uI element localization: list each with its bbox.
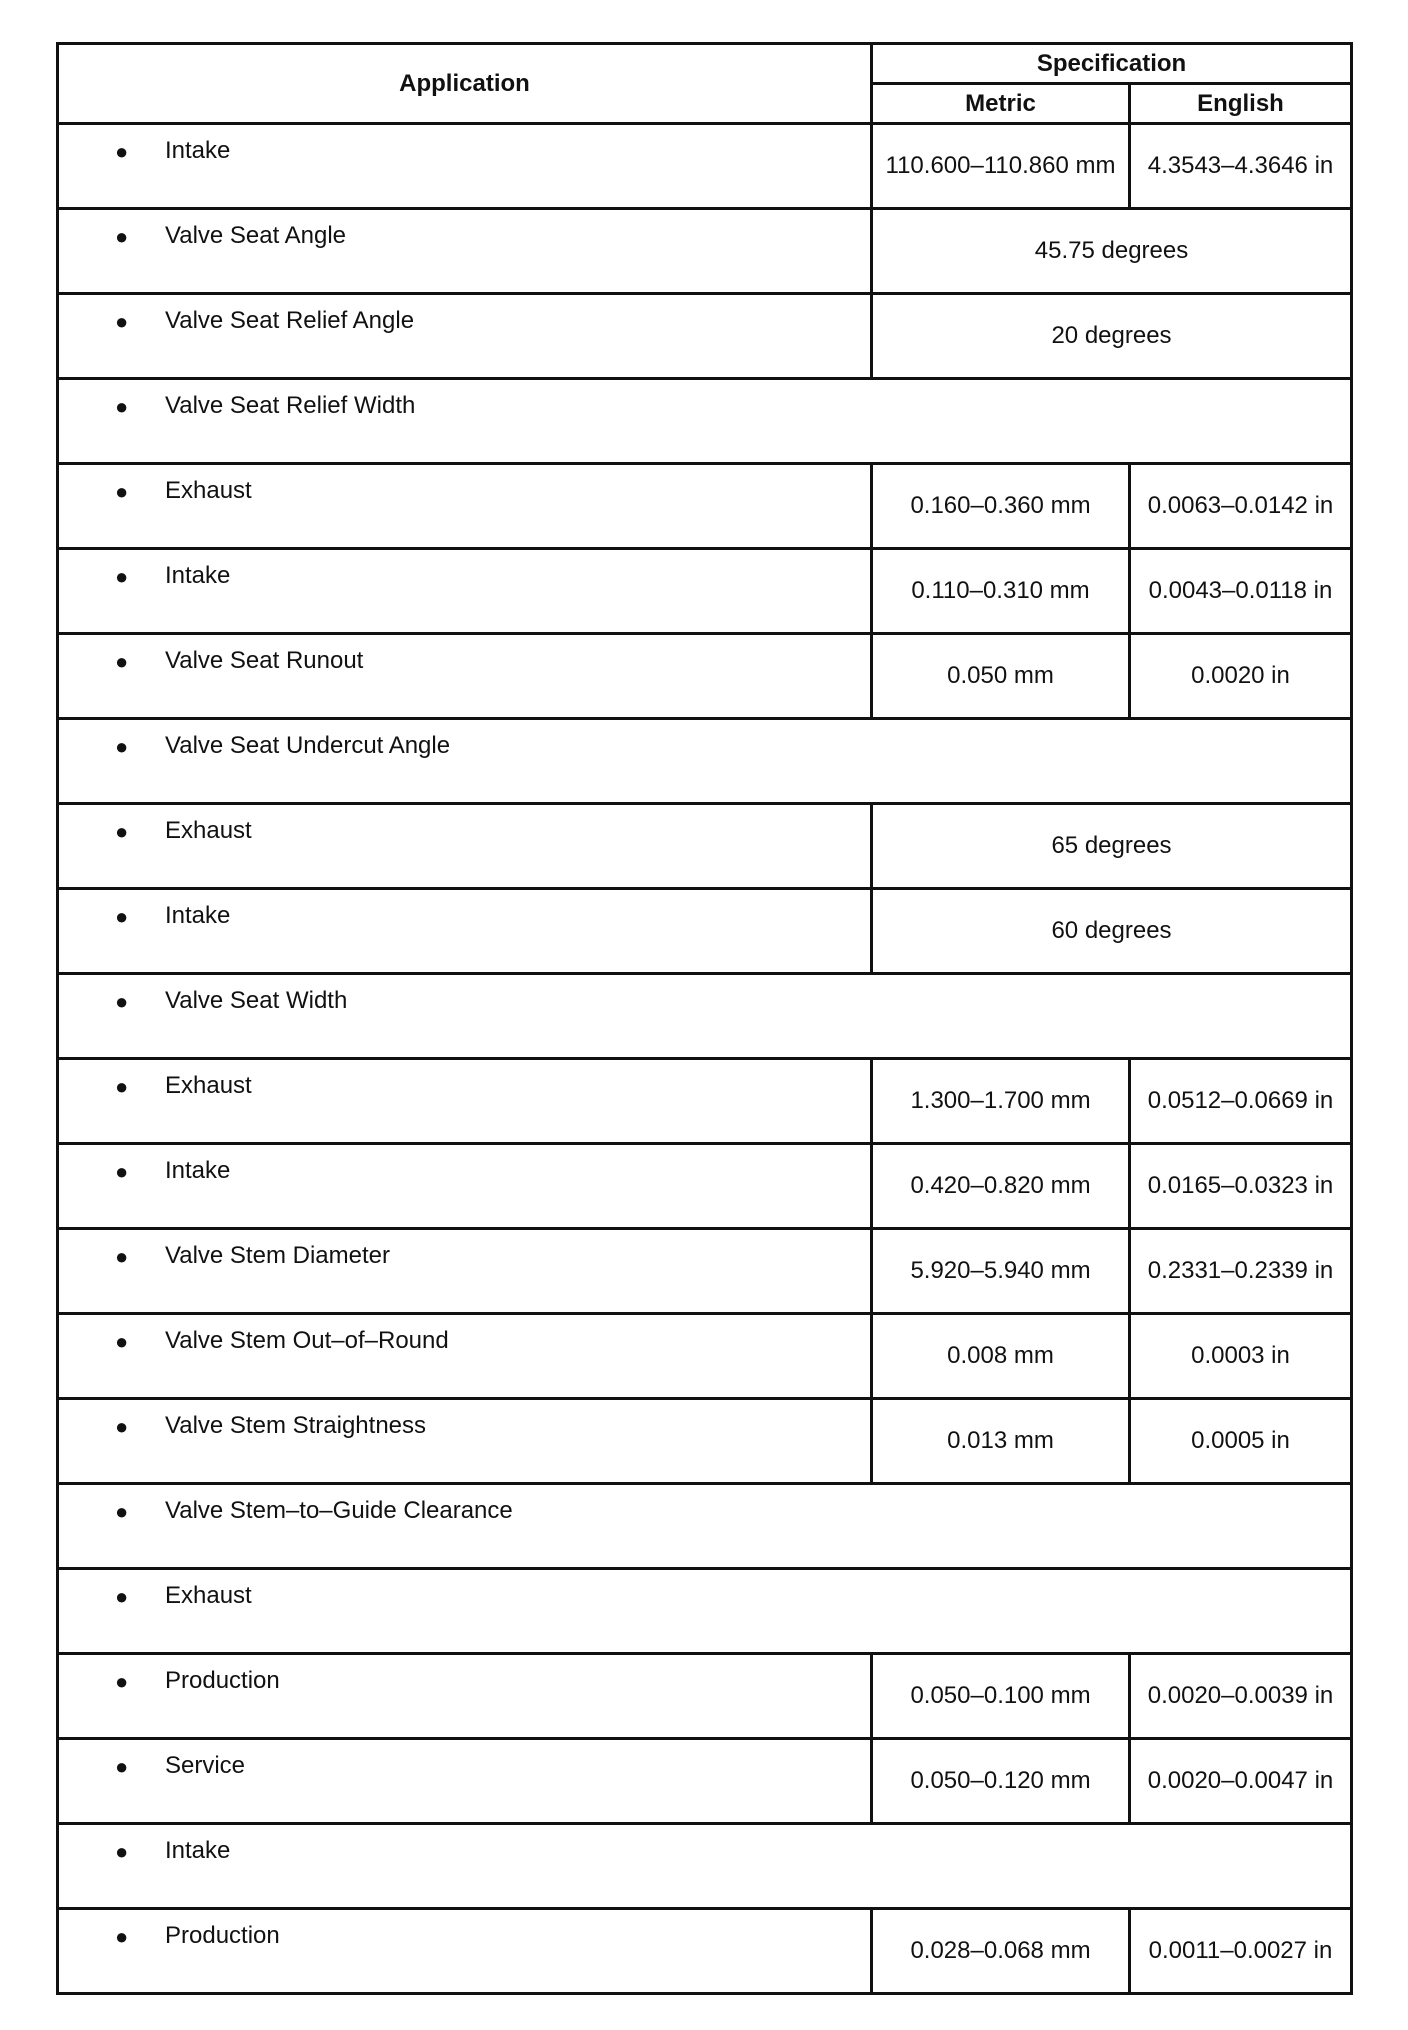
english-cell: [1130, 1909, 1352, 1994]
application-label: Valve Seat Runout: [165, 647, 364, 674]
application-cell: [58, 294, 872, 379]
metric-value: 0.110–0.310 mm: [911, 577, 1090, 604]
english-cell: [1130, 1229, 1352, 1314]
bullet-icon: ●: [115, 394, 129, 419]
application-cell: [58, 1144, 872, 1229]
english-value: 0.0043–0.0118 in: [1148, 577, 1333, 604]
table-row: [58, 1484, 1352, 1569]
application-cell: [58, 549, 872, 634]
metric-cell: [872, 1909, 1130, 1994]
table-row: [58, 804, 1352, 889]
english-value: 0.0063–0.0142 in: [1147, 492, 1334, 519]
specification-value: 45.75 degrees: [1034, 237, 1189, 264]
application-cell: [58, 974, 1352, 1059]
table-row: [58, 1824, 1352, 1909]
metric-value: 0.008 mm: [947, 1342, 1054, 1369]
metric-value: 0.050–0.120 mm: [910, 1767, 1091, 1794]
application-label: Valve Stem Out–of–Round: [165, 1327, 449, 1354]
application-label: Exhaust: [165, 1072, 252, 1099]
table-row: [58, 1569, 1352, 1654]
english-cell: [1130, 1144, 1352, 1229]
spec-table: [56, 42, 1353, 1995]
table-row: [58, 634, 1352, 719]
application-label: Exhaust: [165, 477, 252, 504]
bullet-icon: ●: [115, 1924, 129, 1949]
english-cell: [1130, 1059, 1352, 1144]
specification-value: 60 degrees: [1051, 917, 1172, 944]
metric-cell: [872, 124, 1130, 209]
english-value: 0.0011–0.0027 in: [1148, 1937, 1333, 1964]
bullet-icon: ●: [115, 1499, 129, 1524]
metric-value: 0.028–0.068 mm: [910, 1937, 1091, 1964]
table-row: [58, 719, 1352, 804]
table-row: [58, 1144, 1352, 1229]
specification-cell: [872, 804, 1352, 889]
application-label: Valve Seat Relief Angle: [165, 307, 415, 334]
table-row: [58, 209, 1352, 294]
metric-cell: [872, 1399, 1130, 1484]
bullet-icon: ●: [115, 819, 129, 844]
english-cell: [1130, 124, 1352, 209]
application-label: Valve Stem–to–Guide Clearance: [165, 1497, 513, 1524]
application-cell: [58, 1229, 872, 1314]
specification-value: 20 degrees: [1051, 322, 1172, 349]
application-cell: [58, 1484, 1352, 1569]
table-row: [58, 1739, 1352, 1824]
metric-cell: [872, 1314, 1130, 1399]
metric-value: 0.050–0.100 mm: [910, 1682, 1091, 1709]
application-label: Valve Stem Straightness: [165, 1412, 427, 1439]
application-label: Exhaust: [165, 817, 252, 844]
metric-value: 0.160–0.360 mm: [910, 492, 1091, 519]
application-cell: [58, 209, 872, 294]
application-cell: [58, 379, 1352, 464]
metric-value: 1.300–1.700 mm: [910, 1087, 1091, 1114]
bullet-icon: ●: [115, 734, 129, 759]
application-cell: [58, 1824, 1352, 1909]
metric-cell: [872, 1144, 1130, 1229]
metric-cell: [872, 1739, 1130, 1824]
english-value: 0.0020–0.0039 in: [1147, 1682, 1334, 1709]
metric-cell: [872, 1654, 1130, 1739]
application-cell: [58, 719, 1352, 804]
bullet-icon: ●: [115, 479, 129, 504]
bullet-icon: ●: [115, 989, 129, 1014]
application-label: Exhaust: [165, 1582, 252, 1609]
table-row: [58, 124, 1352, 209]
english-cell: [1130, 1399, 1352, 1484]
bullet-icon: ●: [115, 1414, 129, 1439]
table-row: [58, 294, 1352, 379]
metric-value: 5.920–5.940 mm: [910, 1257, 1091, 1284]
metric-value: 0.013 mm: [947, 1427, 1054, 1454]
application-cell: [58, 634, 872, 719]
specification-value: 65 degrees: [1051, 832, 1172, 859]
application-cell: [58, 804, 872, 889]
application-label: Service: [165, 1752, 246, 1779]
application-label: Intake: [165, 1837, 231, 1864]
english-cell: [1130, 1739, 1352, 1824]
metric-cell: [872, 464, 1130, 549]
english-value: 0.0003 in: [1191, 1342, 1290, 1369]
bullet-icon: ●: [115, 649, 129, 674]
bullet-icon: ●: [115, 139, 129, 164]
bullet-icon: ●: [115, 1074, 129, 1099]
table-row: [58, 974, 1352, 1059]
application-cell: [58, 1399, 872, 1484]
table-row: [58, 549, 1352, 634]
application-label: Valve Seat Relief Width: [165, 392, 416, 419]
application-label: Production: [165, 1922, 280, 1949]
col-header-english: English: [1130, 84, 1352, 124]
metric-cell: [872, 549, 1130, 634]
bullet-icon: ●: [115, 904, 129, 929]
english-cell: [1130, 464, 1352, 549]
table-row: [58, 1654, 1352, 1739]
application-cell: [58, 464, 872, 549]
table-row: [58, 1059, 1352, 1144]
application-label: Valve Seat Undercut Angle: [165, 732, 451, 759]
bullet-icon: ●: [115, 1669, 129, 1694]
metric-cell: [872, 1059, 1130, 1144]
col-header-specification: Specification: [872, 44, 1352, 84]
english-value: 0.0165–0.0323 in: [1147, 1172, 1334, 1199]
english-cell: [1130, 634, 1352, 719]
application-label: Intake: [165, 1157, 231, 1184]
application-label: Valve Seat Width: [165, 987, 348, 1014]
application-label: Intake: [165, 902, 231, 929]
english-cell: [1130, 549, 1352, 634]
table-row: [58, 464, 1352, 549]
metric-value: 110.600–110.860 mm: [885, 152, 1116, 179]
application-label: Intake: [165, 562, 231, 589]
application-label: Valve Seat Angle: [165, 222, 347, 249]
metric-cell: [872, 1229, 1130, 1314]
application-cell: [58, 1314, 872, 1399]
application-cell: [58, 1654, 872, 1739]
application-cell: [58, 1909, 872, 1994]
bullet-icon: ●: [115, 1159, 129, 1184]
metric-value: 0.420–0.820 mm: [910, 1172, 1091, 1199]
english-value: 0.0020 in: [1191, 662, 1290, 689]
application-label: Valve Stem Diameter: [165, 1242, 390, 1269]
specification-cell: [872, 294, 1352, 379]
specification-cell: [872, 889, 1352, 974]
application-label: Production: [165, 1667, 280, 1694]
bullet-icon: ●: [115, 1839, 129, 1864]
application-label: Intake: [165, 137, 231, 164]
bullet-icon: ●: [115, 1754, 129, 1779]
application-cell: [58, 124, 872, 209]
bullet-icon: ●: [115, 564, 129, 589]
english-value: 0.0005 in: [1191, 1427, 1290, 1454]
table-row: [58, 1909, 1352, 1994]
bullet-icon: ●: [115, 309, 129, 334]
bullet-icon: ●: [115, 224, 129, 249]
bullet-icon: ●: [115, 1244, 129, 1269]
application-cell: [58, 1059, 872, 1144]
specification-cell: [872, 209, 1352, 294]
bullet-icon: ●: [115, 1329, 129, 1354]
table-row: [58, 1314, 1352, 1399]
bullet-icon: ●: [115, 1584, 129, 1609]
col-header-metric: Metric: [872, 84, 1130, 124]
english-value: 0.0512–0.0669 in: [1147, 1087, 1334, 1114]
metric-cell: [872, 634, 1130, 719]
table-row: [58, 1399, 1352, 1484]
english-value: 4.3543–4.3646 in: [1147, 152, 1334, 179]
table-row: [58, 1229, 1352, 1314]
english-value: 0.2331–0.2339 in: [1147, 1257, 1334, 1284]
metric-value: 0.050 mm: [947, 662, 1054, 689]
english-value: 0.0020–0.0047 in: [1147, 1767, 1334, 1794]
table-row: [58, 889, 1352, 974]
application-cell: [58, 889, 872, 974]
col-header-application: Application: [58, 44, 872, 124]
table-row: [58, 379, 1352, 464]
application-cell: [58, 1739, 872, 1824]
english-cell: [1130, 1314, 1352, 1399]
application-cell: [58, 1569, 1352, 1654]
english-cell: [1130, 1654, 1352, 1739]
